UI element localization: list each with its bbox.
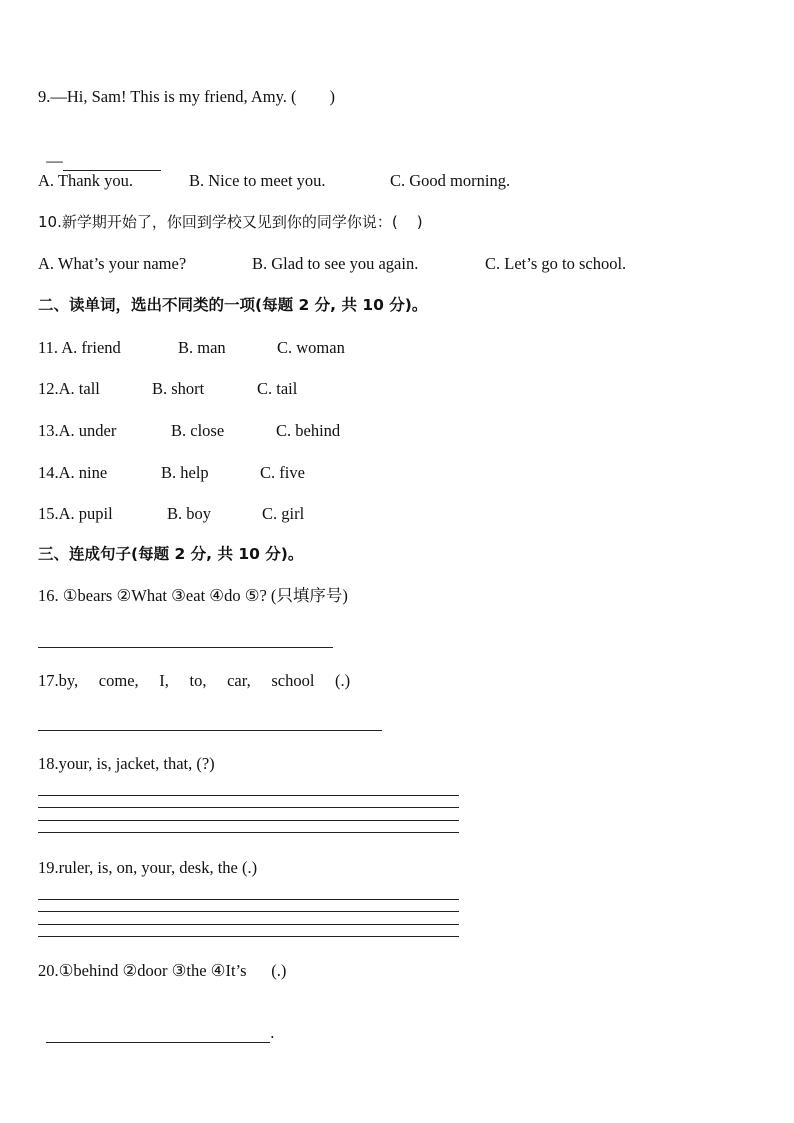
question-18-writing-line-1[interactable]	[38, 795, 459, 796]
question-9-stem: 9.—Hi, Sam! This is my friend, Amy. ( )	[38, 87, 335, 106]
question-18-writing-line-2[interactable]	[38, 807, 459, 808]
question-15-option-b: B. boy	[167, 504, 212, 523]
question-20-blank[interactable]	[46, 1024, 270, 1043]
question-10-stem: 10.新学期开始了，你回到学校又见到你的同学你说：( )	[38, 213, 423, 231]
question-19-writing-line-3[interactable]	[38, 924, 459, 925]
question-13-option-a: 13.A. under	[38, 421, 117, 440]
question-9-option-b: B. Nice to meet you.	[189, 171, 326, 190]
question-16-answer-line[interactable]	[38, 647, 333, 648]
question-17-answer-line[interactable]	[38, 730, 382, 731]
question-10-option-c: C. Let’s go to school.	[485, 254, 627, 273]
question-19-stem: 19.ruler, is, on, your, desk, the (.)	[38, 858, 258, 877]
question-11-option-c: C. woman	[277, 338, 345, 357]
question-13-option-b: B. close	[171, 421, 225, 440]
question-10-option-a: A. What’s your name?	[38, 254, 187, 273]
question-20-stem: 20.①behind ②door ③the ④It’s (.)	[38, 961, 287, 980]
question-12-option-c: C. tail	[257, 379, 298, 398]
question-9-answer-line	[38, 131, 161, 171]
question-18-writing-line-3[interactable]	[38, 820, 459, 821]
question-14-option-c: C. five	[260, 463, 305, 482]
question-13-option-c: C. behind	[276, 421, 341, 440]
question-20-period: .	[270, 1023, 275, 1042]
question-19-writing-line-4[interactable]	[38, 936, 459, 937]
question-9-option-c: C. Good morning.	[390, 171, 511, 190]
question-9-option-a: A. Thank you.	[38, 171, 134, 190]
question-17-stem: 17.by, come, I, to, car, school (.)	[38, 671, 351, 690]
question-14-option-b: B. help	[161, 463, 209, 482]
question-9-dash: —	[46, 151, 63, 170]
question-19-writing-line-1[interactable]	[38, 899, 459, 900]
question-15-option-a: 15.A. pupil	[38, 504, 113, 523]
question-10-option-b: B. Glad to see you again.	[252, 254, 419, 273]
section-2-heading: 二、读单词，选出不同类的一项(每题 2 分, 共 10 分)。	[38, 296, 428, 314]
question-12-option-b: B. short	[152, 379, 205, 398]
question-15-option-c: C. girl	[262, 504, 305, 523]
question-11-option-b: B. man	[178, 338, 226, 357]
question-9-blank[interactable]	[63, 152, 161, 171]
question-19-writing-line-2[interactable]	[38, 911, 459, 912]
section-3-heading: 三、连成句子(每题 2 分, 共 10 分)。	[38, 545, 304, 563]
question-18-stem: 18.your, is, jacket, that, (?)	[38, 754, 215, 773]
question-12-option-a: 12.A. tall	[38, 379, 100, 398]
question-18-writing-line-4[interactable]	[38, 832, 459, 833]
question-11-option-a: 11. A. friend	[38, 338, 121, 357]
question-14-option-a: 14.A. nine	[38, 463, 108, 482]
question-16-stem: 16. ①bears ②What ③eat ④do ⑤? (只填序号)	[38, 586, 348, 605]
question-20-answer-line	[38, 1003, 274, 1043]
